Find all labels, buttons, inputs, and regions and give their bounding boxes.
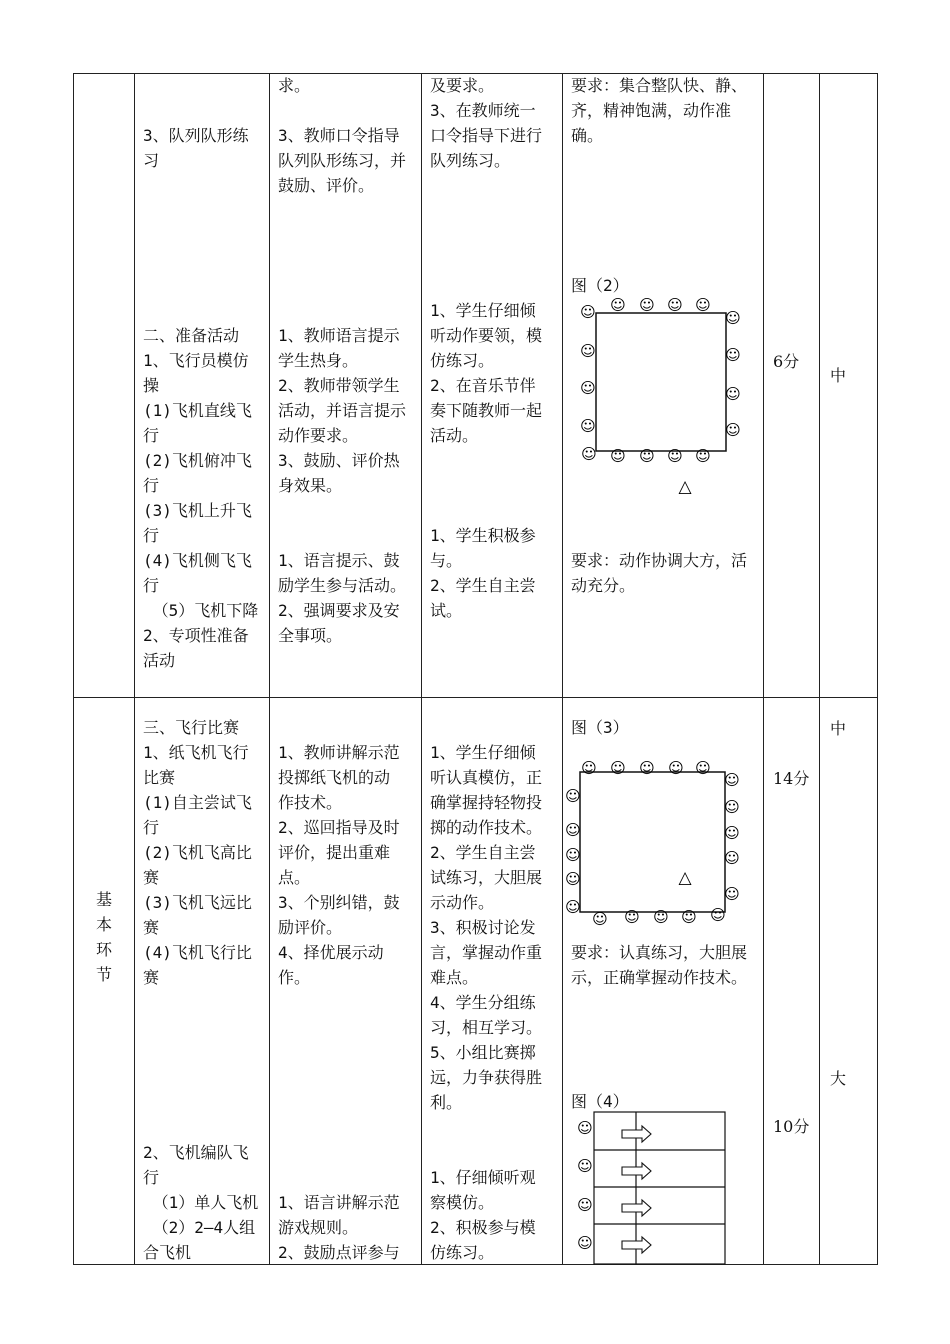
- student-icon: ☺: [725, 421, 741, 439]
- student-icon: ☺: [565, 898, 581, 916]
- student-icon: ☺: [565, 846, 581, 864]
- student-icon: ☺: [695, 296, 711, 314]
- student-icon: ☺: [565, 870, 581, 888]
- col-divider-7: [819, 73, 820, 1265]
- figure-4-label: 图（4）: [571, 1092, 629, 1111]
- teacher-triangle: △: [678, 477, 692, 497]
- student-icon: ☺: [710, 906, 726, 924]
- student-icon: ☺: [580, 303, 596, 321]
- field-square: [596, 313, 726, 451]
- student-icon: ☺: [668, 759, 684, 777]
- figure-3-label: 图（3）: [571, 718, 629, 737]
- student-icon: ☺: [724, 824, 740, 842]
- student-icon: ☺: [581, 445, 597, 463]
- col-divider-3: [269, 73, 270, 1265]
- teacher-triangle: △: [678, 868, 692, 888]
- row1-intensity: 中: [830, 366, 847, 385]
- col-divider-1: [73, 73, 74, 1265]
- student-icon: ☺: [580, 379, 596, 397]
- figure-2-formation-diagram: [563, 290, 762, 505]
- col-divider-5: [562, 73, 563, 1265]
- row1-time: 6分: [773, 352, 800, 371]
- row2-teacher-activity: 1、教师讲解示范 投掷纸飞机的动 作技术。 2、巡回指导及时 评价，提出重难 点。 3、个别纠错，鼓 励评价。 4、择优展示动 作。 1、语言讲解示范 游戏规则。 2、鼓励点评参与: [278, 743, 400, 1262]
- row2-time-2: 10分: [773, 1117, 810, 1136]
- row2-intensity-2: 大: [830, 1069, 847, 1088]
- student-icon: ☺: [725, 309, 741, 327]
- row1-requirement-top: 要求：集合整队快、静、 齐，精神饱满，动作准 确。: [571, 76, 748, 145]
- student-formation: [565, 759, 740, 928]
- student-icon: ☺: [724, 798, 740, 816]
- student-icon: ☺: [695, 759, 711, 777]
- student-icon: ☺: [639, 447, 655, 465]
- row2-intensity-1: 中: [830, 719, 847, 738]
- col-divider-2: [134, 73, 135, 1265]
- student-icon: ☺: [724, 885, 740, 903]
- student-icon: ☺: [581, 759, 597, 777]
- row2-requirement: 要求：认真练习，大胆展 示，正确掌握动作技术。: [571, 943, 748, 987]
- row1-content: 3、队列队形练 习 二、准备活动 1、飞行员模仿 操 (1)飞机直线飞 行 (2)飞机俯冲飞 行 (3)飞机上升飞 行 (4)飞机侧飞飞 行 （5）飞机下降 2、专项性准备 活动: [143, 126, 259, 670]
- field-square: [580, 772, 725, 912]
- student-icon: ☺: [577, 1196, 593, 1214]
- student-icon: ☺: [580, 342, 596, 360]
- student-icon: ☺: [724, 771, 740, 789]
- student-icon: ☺: [653, 908, 669, 926]
- student-icon: ☺: [667, 296, 683, 314]
- student-icon: ☺: [610, 759, 626, 777]
- row-divider: [73, 697, 878, 698]
- row1-student-activity: 及要求。 3、在教师统一 口令指导下进行 队列练习。 1、学生仔细倾 听动作要领，模 仿练习。 2、在音乐节伴 奏下随教师一起 活动。 1、学生积极参 与。 2、学生自主尝 试。: [430, 76, 543, 620]
- student-icon: ☺: [577, 1234, 593, 1252]
- student-icon: ☺: [610, 296, 626, 314]
- lane-area: [594, 1112, 725, 1264]
- student-formation: [580, 296, 741, 465]
- figure-3-formation-diagram: [563, 750, 762, 935]
- col-divider-6: [763, 73, 764, 1265]
- student-icon: ☺: [592, 910, 608, 928]
- student-icon: ☺: [577, 1119, 593, 1137]
- student-icon: ☺: [681, 908, 697, 926]
- student-icon: ☺: [610, 447, 626, 465]
- row1-teacher-activity: 求。 3、教师口令指导 队列队形练习，并 鼓励、评价。 1、教师语言提示 学生热身。 2、教师带领学生 活动，并语言提示 动作要求。 3、鼓励、评价热 身效果。 1、语言提示、鼓 励学生参与活动。 2、强调要求及安 全事项。: [278, 76, 407, 645]
- student-icon: ☺: [580, 417, 596, 435]
- row2-time-1: 14分: [773, 769, 810, 788]
- row1-requirement-bottom: 要求：动作协调大方，活 动充分。: [571, 551, 748, 595]
- row2-content: 三、飞行比赛 1、纸飞机飞行 比赛 (1)自主尝试飞 行 (2)飞机飞高比 赛 (3)飞机飞远比 赛 (4)飞机飞行比 赛 2、飞机编队飞 行 （1）单人飞机 （2）2—4人组 合飞机: [143, 718, 259, 1262]
- student-icon: ☺: [724, 849, 740, 867]
- student-icon: ☺: [565, 787, 581, 805]
- student-icon: ☺: [624, 908, 640, 926]
- col-divider-4: [421, 73, 422, 1265]
- student-icon: ☺: [577, 1157, 593, 1175]
- student-icon: ☺: [725, 385, 741, 403]
- student-icon: ☺: [565, 821, 581, 839]
- figure-2-label: 图（2）: [571, 276, 629, 295]
- student-column: [577, 1119, 593, 1252]
- col-divider-8: [877, 73, 878, 1265]
- student-icon: ☺: [639, 296, 655, 314]
- student-icon: ☺: [725, 346, 741, 364]
- student-icon: ☺: [667, 447, 683, 465]
- student-icon: ☺: [639, 759, 655, 777]
- stage-label: 基本环节: [95, 890, 112, 984]
- student-icon: ☺: [695, 447, 711, 465]
- row2-student-activity: 1、学生仔细倾 听认真模仿，正 确掌握持轻物投 掷的动作技术。 2、学生自主尝 试练习，大胆展 示动作。 3、积极讨论发 言，掌握动作重 难点。 4、学生分组练 习，相互学习。 5、小组比赛掷 远，力争获得胜 利。 1、仔细倾听观 察模仿。 2、积极参与模 仿练习。: [430, 743, 543, 1262]
- figure-4-lane-diagram: [563, 1106, 762, 1266]
